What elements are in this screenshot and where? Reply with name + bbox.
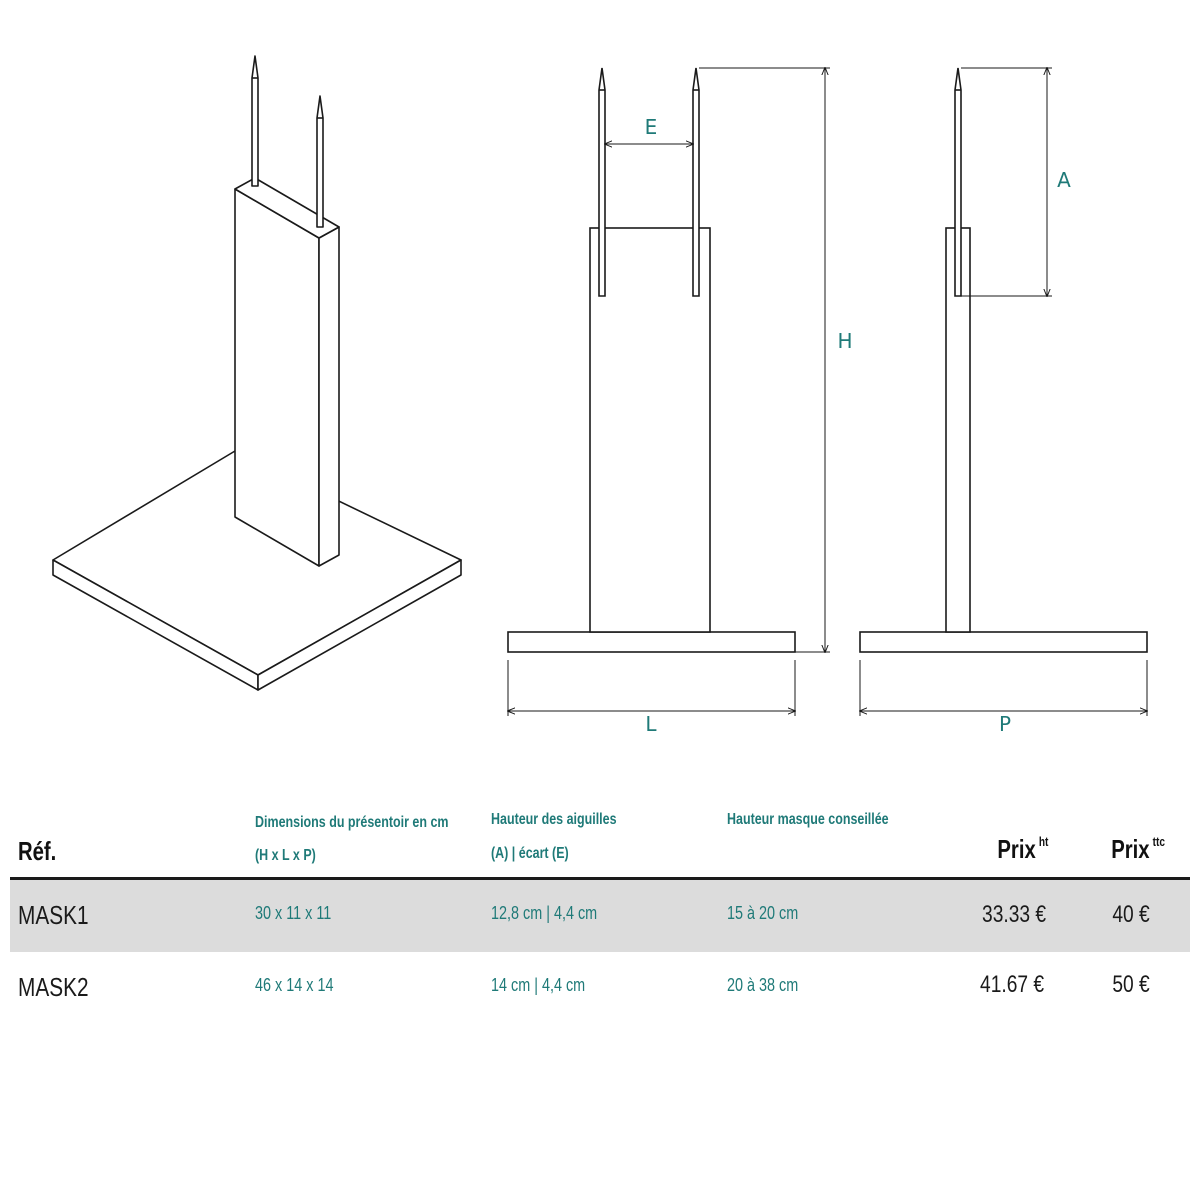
front-view [508,68,795,652]
cell-needles: 12,8 cm | 4,4 cm [491,903,598,923]
iso-needle-front [317,96,323,227]
front-needle-left [599,68,605,296]
cell-mask-height: 20 à 38 cm [727,975,799,995]
table-row [10,952,1190,1024]
header-needles-line1: Hauteur des aiguilles [491,811,617,828]
side-view [860,68,1147,652]
dim-label-h: H [837,329,853,353]
header-dimensions-line2: (H x L x P) [255,847,316,864]
cell-price-ttc: 50 € [1112,971,1150,998]
table-row [10,880,1190,952]
cell-needles: 14 cm | 4,4 cm [491,975,586,995]
header-needles-line2: (A) | écart (E) [491,845,569,862]
cell-ref: MASK2 [18,972,89,1002]
dim-label-e: E [644,115,658,139]
front-base [508,632,795,652]
header-price-ttc-label: Prix [1111,834,1150,864]
front-block [590,228,710,632]
dim-label-l: L [645,712,657,736]
dim-label-a: A [1057,168,1071,192]
header-dimensions-line1: Dimensions du présentoir en cm [255,814,449,831]
iso-block-front [235,189,319,566]
header-price-ht-label: Prix [996,834,1036,864]
header-price-ttc [1111,834,1165,865]
iso-needle-back [252,56,258,186]
header-price-ttc-sup: ttc [1152,834,1165,850]
header-ref: Réf. [18,836,57,866]
header-price-ht [997,834,1048,865]
cell-price-ttc: 40 € [1112,901,1150,928]
cell-price-ht: 41.67 € [979,971,1044,998]
side-base [860,632,1147,652]
isometric-view [53,56,461,690]
header-price-ht-sup: ht [1038,834,1048,850]
cell-dimensions: 46 x 14 x 14 [255,975,334,995]
side-needle [955,68,961,296]
dim-label-p: P [998,712,1012,736]
front-needle-right [693,68,699,296]
cell-price-ht: 33.33 € [981,901,1046,928]
header-mask-height: Hauteur masque conseillée [727,811,889,828]
iso-block-side [319,227,339,566]
cell-ref: MASK1 [18,900,89,930]
cell-mask-height: 15 à 20 cm [727,903,799,923]
cell-dimensions: 30 x 11 x 11 [255,903,332,923]
